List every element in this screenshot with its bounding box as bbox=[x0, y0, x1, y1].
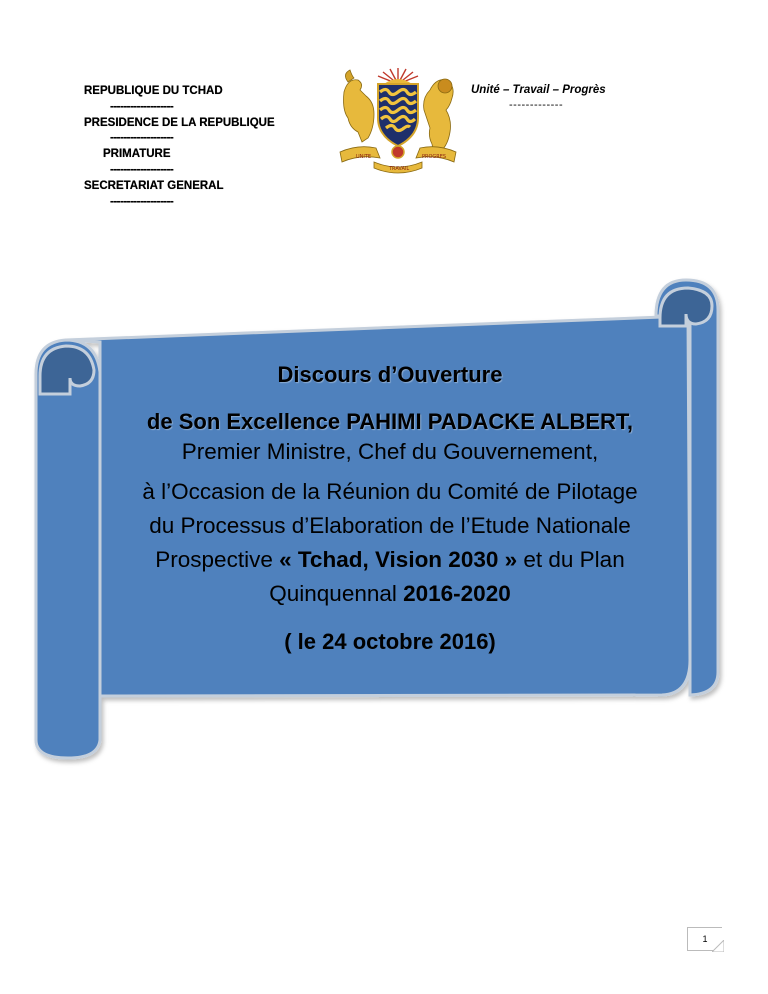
vision-title: « Tchad, Vision 2030 » bbox=[279, 547, 518, 572]
ribbon-text-center: TRAVAIL bbox=[389, 166, 410, 172]
occasion-line-3-post: et du Plan bbox=[517, 547, 625, 572]
occasion-line-2: du Processus d’Elaboration de l’Etude Nationale bbox=[149, 513, 631, 538]
header-republic: REPUBLIQUE DU TCHAD bbox=[84, 85, 223, 97]
occasion-line-3-pre: Prospective bbox=[155, 547, 280, 572]
speech-title-block bbox=[100, 358, 680, 655]
header-separator: ------------------- bbox=[110, 100, 174, 113]
header-separator: ------------------- bbox=[110, 132, 174, 145]
national-motto: Unité – Travail – Progrès bbox=[471, 84, 606, 96]
speech-title: Discours d’Ouverture bbox=[277, 362, 503, 387]
ribbon-text-left: UNITE bbox=[356, 154, 372, 160]
occasion-line-4-pre: Quinquennal bbox=[269, 581, 404, 606]
header-primature: PRIMATURE bbox=[103, 148, 171, 161]
occasion-line-1: à l’Occasion de la Réunion du Comité de Pilotage bbox=[142, 479, 638, 504]
header-separator: ------------------- bbox=[110, 195, 174, 208]
occasion-text bbox=[100, 475, 680, 611]
occasion-line-4 bbox=[100, 577, 680, 611]
occasion-line-3 bbox=[100, 543, 680, 577]
header-separator: ------------------- bbox=[110, 163, 174, 176]
speaker-function: Premier Ministre, Chef du Gouvernement, bbox=[181, 439, 599, 464]
header-secretariat: SECRETARIAT GENERAL bbox=[84, 179, 224, 192]
page-fold-icon bbox=[712, 940, 724, 952]
plan-period: 2016-2020 bbox=[403, 581, 511, 606]
motto-separator: ------------- bbox=[509, 99, 564, 111]
speaker-name: de Son Excellence PAHIMI PADACKE ALBERT, bbox=[146, 409, 634, 434]
page-number: 1 bbox=[687, 927, 722, 951]
ribbon-text-right: PROGRES bbox=[422, 154, 447, 160]
speech-date: ( le 24 octobre 2016) bbox=[284, 629, 496, 654]
header-presidence: PRESIDENCE DE LA REPUBLIQUE bbox=[84, 116, 275, 129]
scroll-roll-left bbox=[36, 340, 100, 758]
